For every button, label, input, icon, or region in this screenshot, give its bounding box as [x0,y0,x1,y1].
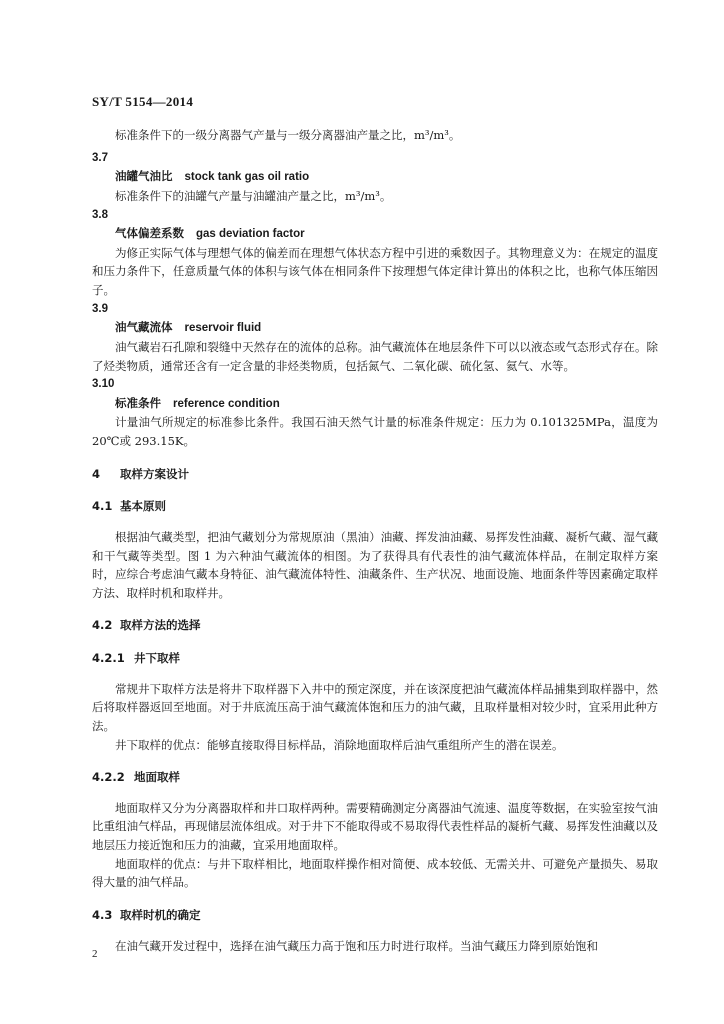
subsection-heading [92,906,658,925]
page-number: 2 [92,948,98,960]
section-number: 4.2.2 [92,770,125,785]
term-title-cn: 油气藏流体 [115,320,173,335]
term-title [92,394,658,414]
term-number: 3.7 [92,151,108,164]
body-paragraph: 井下取样的优点：能够直接取得目标样品，消除地面取样后油气重组所产生的潜在误差。 [115,737,564,752]
section-number: 4.1 [92,499,113,514]
section-title: 井下取样 [134,651,180,665]
term-title [92,318,658,338]
term-title-en: reservoir fluid [184,322,262,335]
body-paragraph: 在油气藏开发过程中，选择在油气藏压力高于饱和压力时进行取样。当油气藏压力降到原始饱和 [115,938,598,953]
term-number: 3.8 [92,208,108,221]
term-number: 3.10 [92,378,115,391]
body-paragraph: 根据油气藏类型，把油气藏划分为常规原油（黑油）油藏、挥发油油藏、易挥发性油藏、凝析气藏、湿气藏和干气藏等类型。图 1 为六种油气藏流体的相图。为了获得具有代表性的油气藏流体样品，在制定取样方案时，应综合考虑油气藏本身特征、油气藏流体特性、油藏条件、生产状况、地面设施、地面条件等因素确定取样方法、取样时机和取样井。 [92,529,658,600]
body-paragraph: 地面取样的优点：与井下取样相比，地面取样操作相对简便、成本较低、无需关井、可避免产量损失、易取得大量的油气样品。 [92,856,658,890]
term-title-en: reference condition [173,397,280,410]
subsection-heading [92,768,658,787]
section-title: 取样方案设计 [120,466,189,481]
subsection-heading [92,497,658,516]
document-body [92,126,658,955]
term-definition: 计量油气所规定的标准参比条件。我国石油天然气计量的标准条件规定：压力为 0.101325MPa，温度为 20℃或 293.15K。 [92,415,658,448]
term-definition: 标准条件下的油罐气产量与油罐油产量之比，m³/m³。 [115,188,392,203]
section-number: 4.2.1 [92,651,125,665]
continued-definition: 标准条件下的一级分离器气产量与一级分离器油产量之比，m³/m³。 [115,128,461,142]
section-heading [92,465,658,484]
section-number: 4.2 [92,618,113,633]
body-paragraph: 地面取样又分为分离器取样和井口取样两种。需要精确测定分离器油气流速、温度等数据，在实验室按气油比重组油气样品，再现储层流体组成。对于井下不能取得或不易取得代表性样品的凝析气藏、易挥发性油藏以及地层压力接近饱和压力的油藏，宜采用地面取样。 [92,800,658,852]
section-number: 4 [92,466,101,481]
subsection-heading [92,616,658,635]
term-title [92,167,658,187]
term-title-en: stock tank gas oil ratio [184,171,310,184]
term-title-en: gas deviation factor [196,228,305,241]
term-title-cn: 标准条件 [115,395,161,410]
term-title-cn: 油罐气油比 [115,169,173,184]
term-title [92,224,658,244]
term-definition: 油气藏岩石孔隙和裂缝中天然存在的流体的总称。油气藏流体在地层条件下可以以液态或气态形式存在。除了烃类物质，通常还含有一定含量的非烃类物质，包括氮气、二氧化碳、硫化氢、氦气、水等。 [92,339,658,373]
term-number: 3.9 [92,302,108,315]
standard-code-header: SY/T 5154—2014 [92,94,194,109]
body-paragraph: 常规井下取样方法是将井下取样器下入井中的预定深度，并在该深度把油气藏流体样品捕集到取样器中，然后将取样器返回至地面。对于井底流压高于油气藏流体饱和压力的油气藏，且取样量相对较少时，宜采用此种方法。 [92,681,658,733]
term-definition: 为修正实际气体与理想气体的偏差而在理想气体状态方程中引进的乘数因子。其物理意义为：在规定的温度和压力条件下，任意质量气体的体积与该气体在相同条件下按理想气体定律计算出的体积之比，也称气体压缩因子。 [92,245,658,297]
section-title: 地面取样 [134,770,180,785]
subsection-heading [92,649,658,668]
section-title: 取样时机的确定 [120,907,201,922]
section-title: 取样方法的选择 [120,618,201,633]
section-title: 基本原则 [120,499,166,514]
section-number: 4.3 [92,907,113,922]
term-title-cn: 气体偏差系数 [115,226,184,241]
